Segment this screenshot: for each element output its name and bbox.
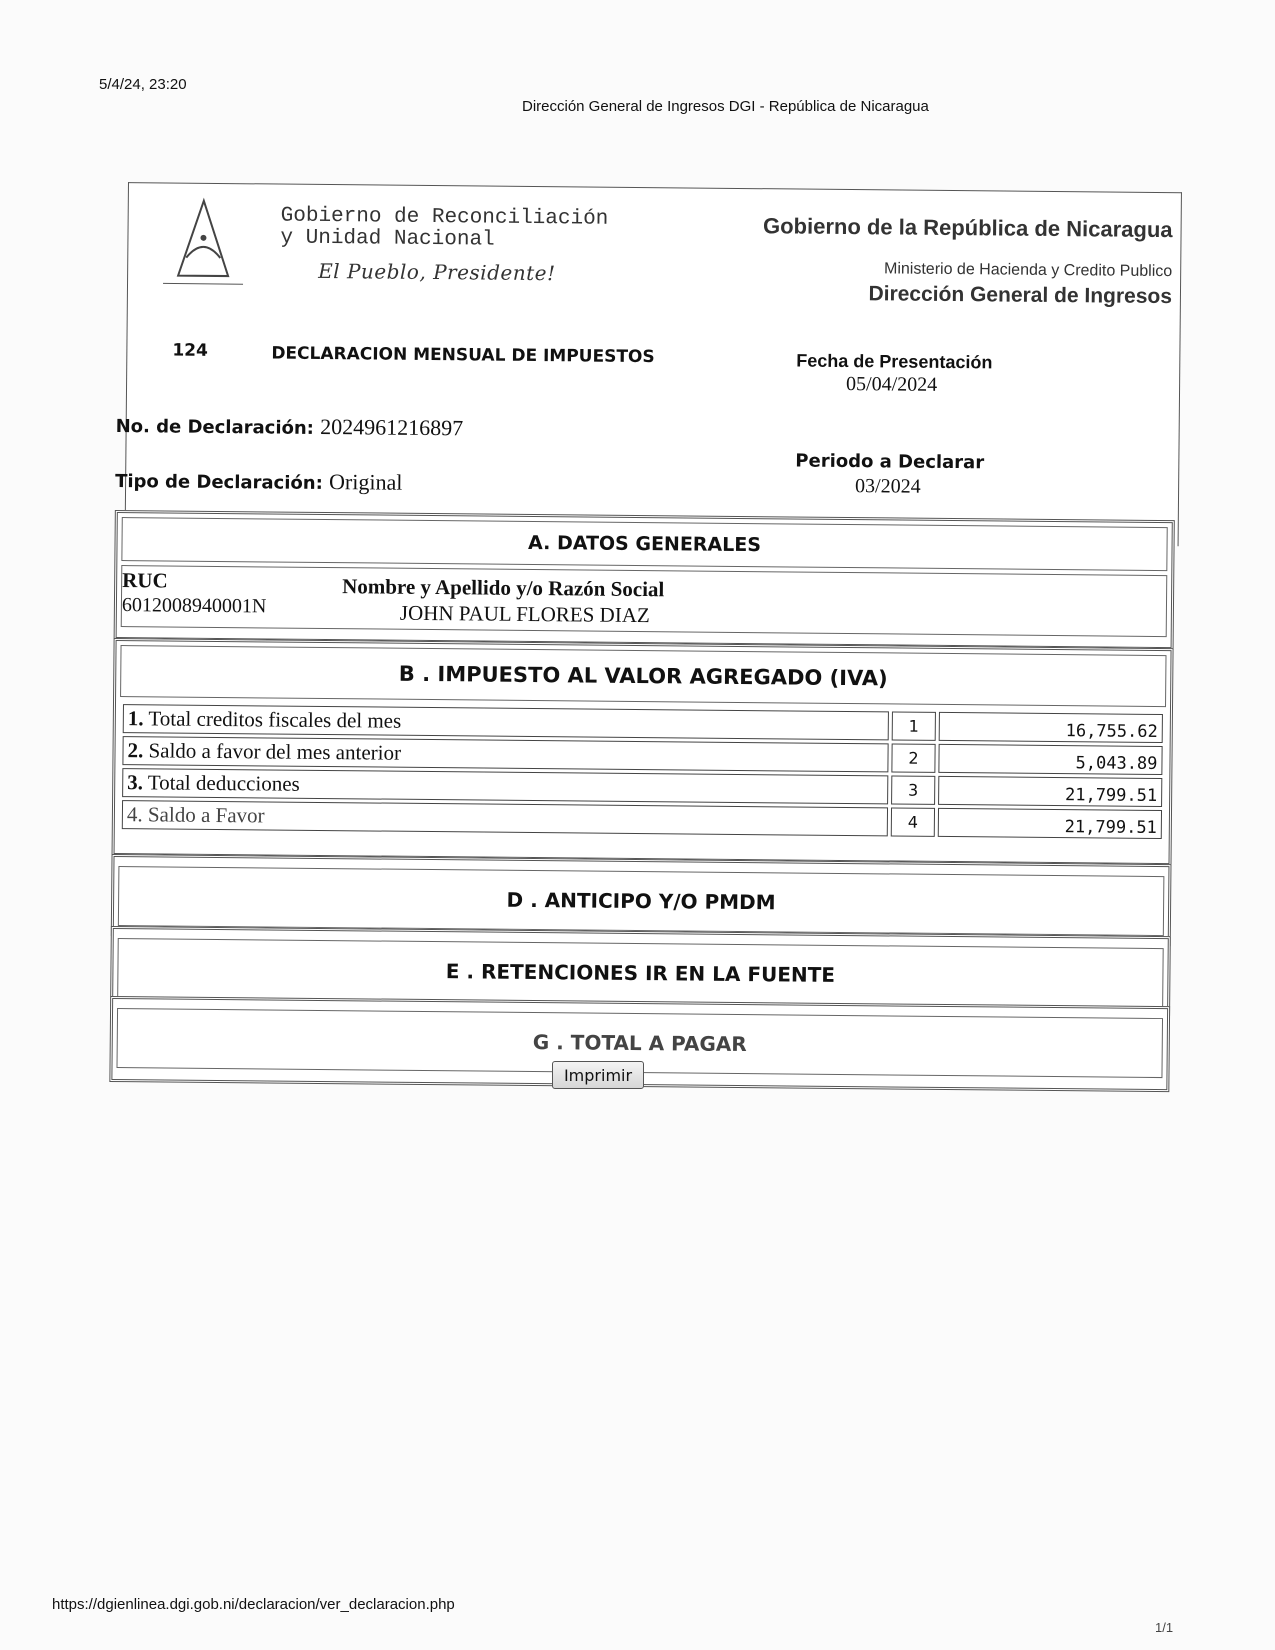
iva-row-value: 5,043.89 — [938, 744, 1162, 775]
slogan: El Pueblo, Presidente! — [318, 258, 556, 286]
declaration-sheet — [109, 182, 1180, 1130]
nombre-label: Nombre y Apellido y/o Razón Social — [342, 574, 665, 602]
iva-row-line: 2 — [891, 743, 935, 772]
iva-row-line: 3 — [891, 775, 935, 804]
section-d-title: D . ANTICIPO Y/O PMDM — [118, 866, 1165, 936]
iva-row-value: 21,799.51 — [938, 776, 1162, 807]
declaration-type-field — [115, 467, 403, 496]
iva-row-label: 1. Total creditos fiscales del mes — [123, 704, 889, 740]
declaration-number-label: No. de Declaración: — [115, 415, 315, 439]
government-emblem-icon — [158, 195, 249, 291]
declaration-type-value: Original — [328, 469, 403, 495]
gov-left-line1: Gobierno de Reconciliación — [280, 204, 609, 231]
ruc-value: 6012008940001N — [121, 594, 267, 618]
nombre-value: JOHN PAUL FLORES DIAZ — [399, 600, 650, 628]
periodo-label: Periodo a Declarar — [795, 450, 985, 474]
fecha-label: Fecha de Presentación — [796, 350, 993, 373]
gov-right-line3: Dirección General de Ingresos — [868, 282, 1173, 309]
declaration-number-field — [116, 412, 464, 441]
gov-right-line1: Gobierno de la República de Nicaragua — [762, 213, 1173, 243]
gov-left-line2: y Unidad Nacional — [280, 226, 495, 252]
iva-table — [119, 701, 1166, 842]
datos-generales-row — [121, 565, 1168, 637]
form-code: 124 — [172, 340, 208, 361]
print-footer-page: 1/1 — [1155, 1620, 1174, 1635]
section-b-title: B . IMPUESTO AL VALOR AGREGADO (IVA) — [120, 645, 1166, 707]
gov-right-line2: Ministerio de Hacienda y Credito Publico — [883, 260, 1173, 281]
iva-row-line: 1 — [892, 711, 936, 740]
iva-row-label: 4. Saldo a Favor — [122, 800, 888, 836]
print-datetime: 5/4/24, 23:20 — [99, 76, 187, 93]
iva-row-line: 4 — [891, 807, 935, 836]
print-footer-url: https://dgienlinea.dgi.gob.ni/declaracion/ver_declaracion.php — [52, 1596, 455, 1613]
fecha-value: 05/04/2024 — [845, 372, 938, 396]
section-g-title: G . TOTAL A PAGAR — [116, 1008, 1163, 1078]
form-title: DECLARACION MENSUAL DE IMPUESTOS — [271, 343, 655, 368]
declaration-type-label: Tipo de Declaración: — [115, 470, 323, 494]
print-site-title: Dirección General de Ingresos DGI - República de Nicaragua — [522, 98, 929, 115]
section-a-title: A. DATOS GENERALES — [121, 517, 1167, 571]
section-datos-generales — [114, 510, 1175, 650]
iva-row-value: 16,755.62 — [939, 712, 1163, 743]
section-iva — [112, 638, 1174, 866]
declaration-number-value: 2024961216897 — [320, 413, 464, 441]
table-row — [122, 800, 1162, 839]
periodo-value: 03/2024 — [855, 475, 921, 498]
ruc-label: RUC — [122, 568, 168, 593]
iva-row-value: 21,799.51 — [938, 808, 1162, 839]
print-button[interactable]: Imprimir — [552, 1061, 644, 1089]
iva-row-label: 3. Total deducciones — [122, 768, 888, 804]
iva-row-label: 2. Saldo a favor del mes anterior — [122, 736, 888, 772]
section-e-title: E . RETENCIONES IR EN LA FUENTE — [117, 938, 1164, 1008]
